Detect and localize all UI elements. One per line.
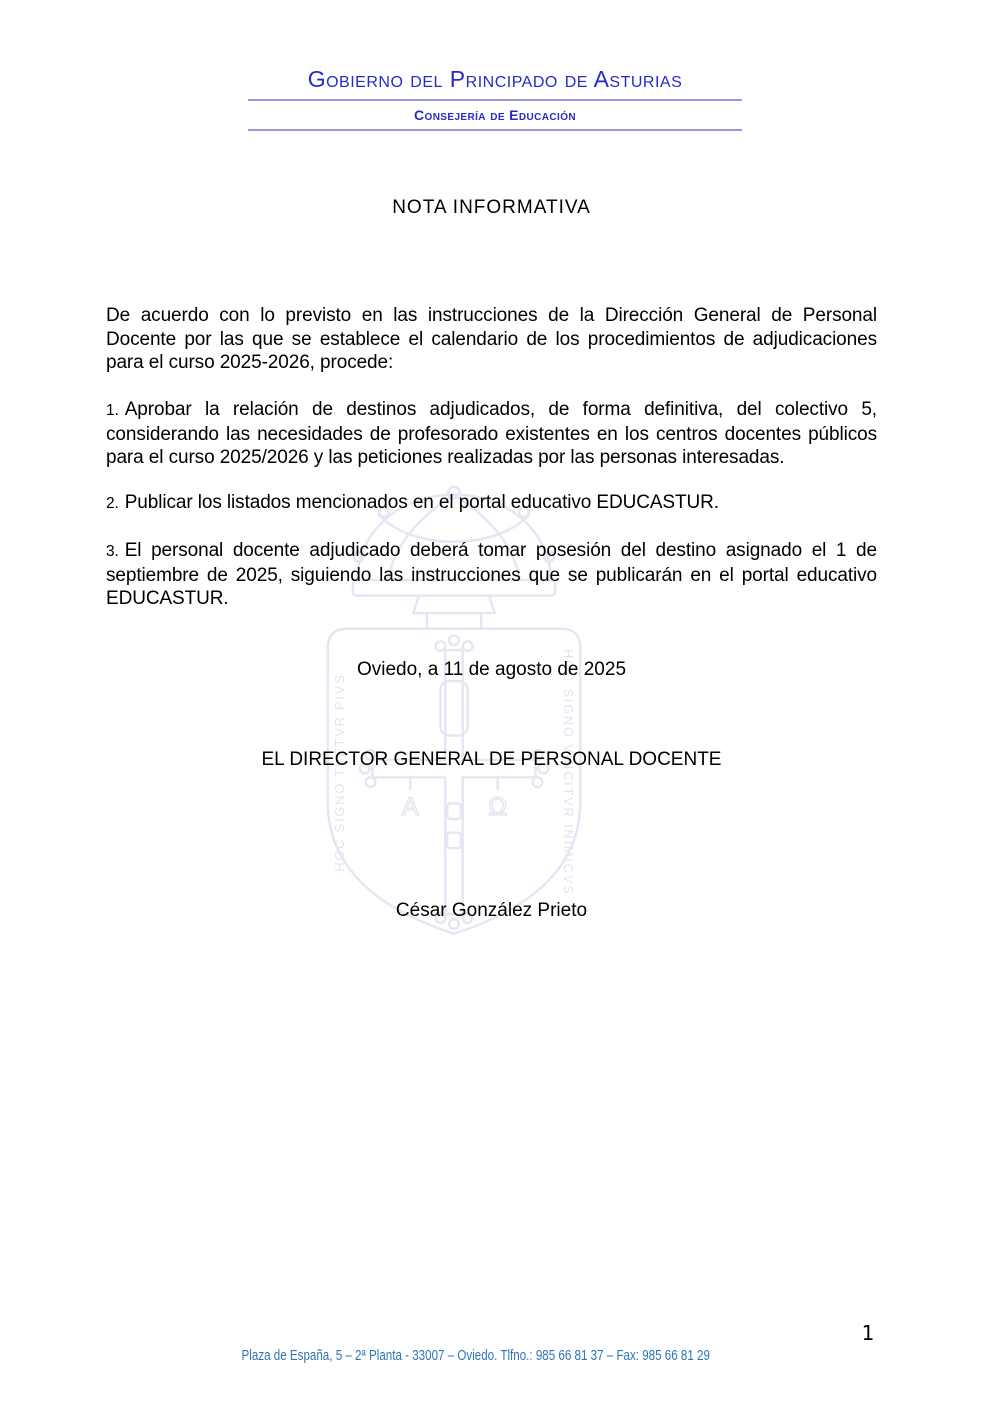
header-department-name: Consejería de Educación	[414, 107, 576, 123]
item-3-text: El personal docente adjudicado deberá tomar posesión del destino asignado el 1 de septiembre de 2025, siguiendo las instrucciones que se publicarán en el portal educativo EDUCASTUR.	[106, 540, 877, 609]
item-1-text: Aprobar la relación de destinos adjudicados, de forma definitiva, del colectivo 5, considerando las necesidades de profesorado existentes en los centros docentes públicos para el curso 2025/2026 y las peticiones realizadas por las personas interesadas.	[106, 399, 877, 468]
numbered-item-3	[106, 539, 877, 611]
header-rule-bottom	[248, 129, 742, 131]
watermark-motto-left: HOC SIGNO TVETVR PIVS	[333, 673, 348, 872]
header-government-name: Gobierno del Principado de Asturias	[307, 66, 683, 92]
watermark-motto-right: HOC SIGNO VINCITVR INIMICVS	[560, 649, 575, 896]
watermark-alpha-glyph: Α	[401, 793, 419, 822]
item-1-number: 1.	[106, 402, 119, 419]
intro-paragraph: De acuerdo con lo previsto en las instrucciones de la Dirección General de Personal Docente por las que se establece el calendario de los procedimientos de adjudicaciones para el curso 2025-2026, procede:	[106, 305, 877, 373]
signer-title: EL DIRECTOR GENERAL DE PERSONAL DOCENTE	[261, 749, 722, 770]
numbered-item-2	[106, 491, 877, 516]
footer-address	[0, 1348, 952, 1364]
item-2-number: 2.	[106, 495, 119, 512]
header-rule-top	[248, 99, 742, 101]
footer-address-text: Plaza de España, 5 – 2ª Planta - 33007 – Oviedo. Tlfno.: 985 66 81 37 – Fax: 985 66 81 29	[241, 1348, 711, 1364]
item-3-number: 3.	[106, 543, 119, 560]
document-title: NOTA INFORMATIVA	[392, 197, 591, 218]
page-number: 1	[861, 1321, 875, 1345]
watermark-omega-glyph: Ω	[488, 793, 508, 822]
item-2-text: Publicar los listados mencionados en el portal educativo EDUCASTUR.	[124, 492, 719, 513]
numbered-item-1	[106, 398, 877, 470]
signer-name: César González Prieto	[395, 900, 588, 921]
dateline: Oviedo, a 11 de agosto de 2025	[356, 659, 627, 680]
